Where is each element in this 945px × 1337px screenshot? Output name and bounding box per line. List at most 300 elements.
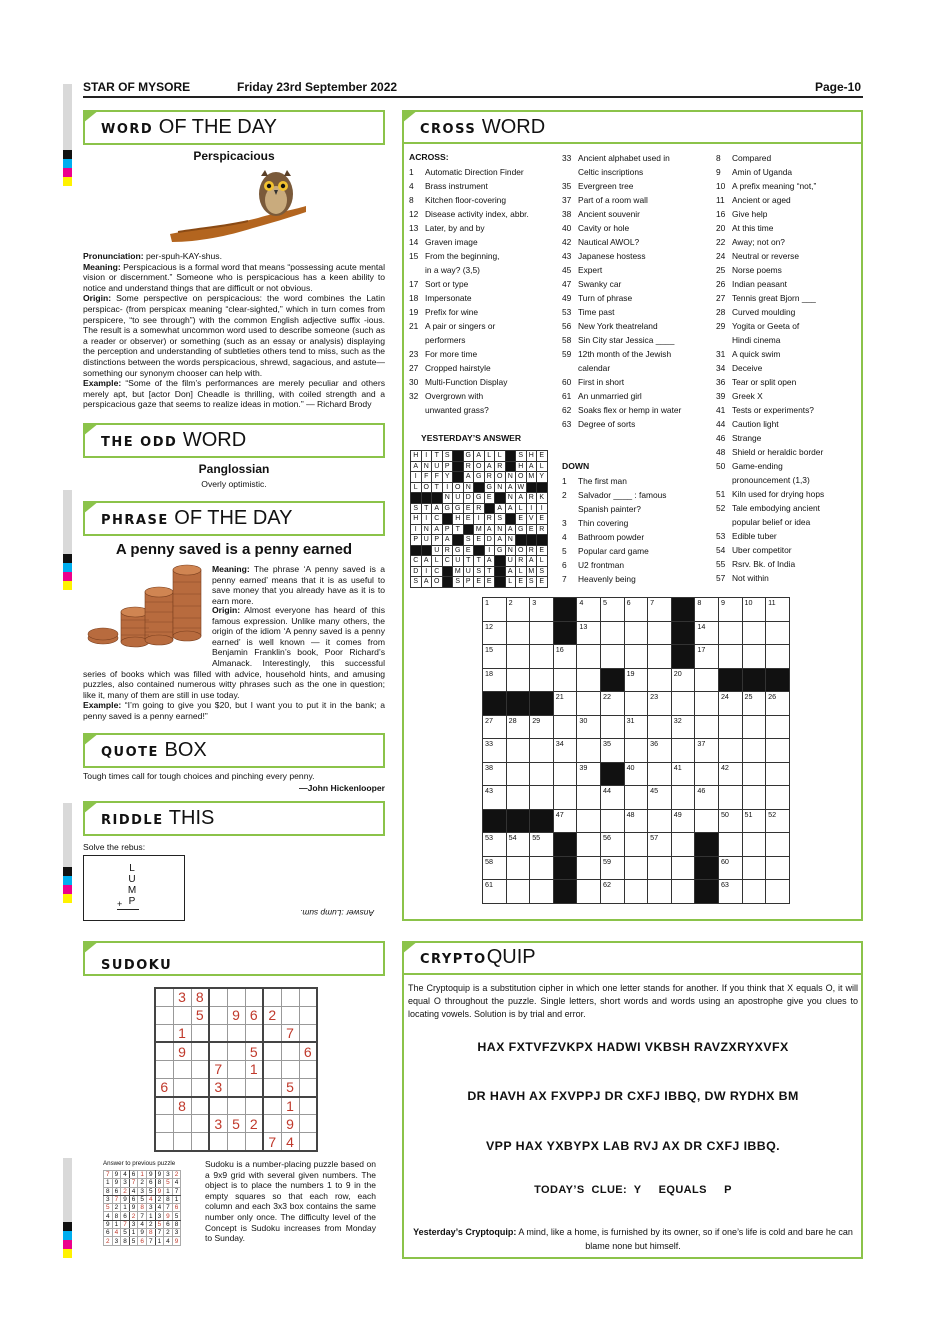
crossword-cell[interactable]: 17 (695, 645, 719, 669)
crossword-cell[interactable]: 55 (530, 833, 554, 857)
crossword-cell[interactable] (766, 856, 790, 880)
sudoku-cell[interactable] (191, 1097, 209, 1115)
sudoku-cell[interactable] (227, 1133, 245, 1151)
crossword-cell[interactable] (624, 786, 648, 810)
sudoku-cell[interactable] (281, 1060, 299, 1078)
crossword-cell[interactable] (648, 668, 672, 692)
sudoku-cell[interactable] (173, 1133, 191, 1151)
crossword-cell[interactable] (648, 645, 672, 669)
sudoku-cell[interactable] (245, 1024, 263, 1042)
sudoku-cell[interactable]: 9 (173, 1042, 191, 1060)
crossword-cell[interactable]: 13 (577, 621, 601, 645)
answer-cell: C (442, 556, 453, 567)
sudoku-cell[interactable]: 8 (191, 988, 209, 1006)
crossword-cell[interactable]: 8 (695, 598, 719, 622)
sudoku-cell[interactable] (191, 1078, 209, 1096)
sudoku-cell[interactable] (299, 1133, 317, 1151)
sudoku-cell[interactable] (155, 1115, 173, 1133)
answer-cell: K (537, 493, 548, 504)
sudoku-cell[interactable]: 7 (263, 1133, 281, 1151)
crossword-cell[interactable]: 48 (624, 809, 648, 833)
sudoku-cell[interactable] (209, 1006, 227, 1024)
clue-across-18: 18 Impersonate (409, 293, 472, 303)
sudoku-cell[interactable]: 3 (209, 1115, 227, 1133)
crossword-cell[interactable] (742, 621, 766, 645)
crossword-cell[interactable]: 59 (600, 856, 624, 880)
previous-sudoku-cell: 8 (112, 1212, 121, 1220)
sudoku-cell[interactable] (299, 1115, 317, 1133)
answer-black-square (453, 472, 464, 483)
crossword-cell[interactable]: 34 (553, 739, 577, 763)
crossword-cell[interactable]: 27 (483, 715, 507, 739)
crossword-cell[interactable]: 26 (766, 692, 790, 716)
crossword-cell[interactable] (600, 645, 624, 669)
crossword-cell[interactable] (624, 856, 648, 880)
crossword-cell[interactable] (553, 668, 577, 692)
crossword-cell[interactable] (530, 621, 554, 645)
clue-down-51: 51 Kiln used for drying hops (716, 489, 825, 499)
crossword-cell[interactable] (624, 621, 648, 645)
sudoku-cell[interactable]: 1 (173, 1024, 191, 1042)
sudoku-cell[interactable]: 5 (281, 1078, 299, 1096)
crossword-cell[interactable] (577, 880, 601, 904)
crossword-cell[interactable]: 24 (718, 692, 742, 716)
sudoku-cell[interactable] (263, 1097, 281, 1115)
crossword-cell[interactable]: 49 (671, 809, 695, 833)
clue-across-58: 58 Sin City star Jessica ____ (562, 335, 675, 345)
sudoku-cell[interactable] (263, 988, 281, 1006)
issue-date: Friday 23rd September 2022 (237, 80, 398, 94)
answer-black-square (495, 577, 506, 588)
sudoku-cell[interactable] (263, 1042, 281, 1060)
answer-cell: A (526, 461, 537, 472)
sudoku-cell[interactable]: 3 (209, 1078, 227, 1096)
crossword-cell[interactable] (671, 692, 695, 716)
clue-down-4: 4 Bathroom powder (562, 532, 645, 542)
crossword-cell[interactable] (742, 715, 766, 739)
crossword-cell[interactable]: 12 (483, 621, 507, 645)
crossword-cell[interactable]: 57 (648, 833, 672, 857)
sudoku-cell[interactable]: 6 (155, 1078, 173, 1096)
crossword-cell[interactable]: 51 (742, 809, 766, 833)
owl-image (168, 166, 308, 246)
sudoku-cell[interactable]: 6 (299, 1042, 317, 1060)
crossword-cell[interactable] (506, 621, 530, 645)
sudoku-cell[interactable] (173, 1078, 191, 1096)
crossword-cell[interactable] (553, 762, 577, 786)
crossword-cell[interactable] (671, 739, 695, 763)
crossword-cell[interactable] (718, 739, 742, 763)
previous-sudoku-cell: 7 (129, 1179, 138, 1187)
sudoku-cell[interactable] (155, 988, 173, 1006)
crossword-cell[interactable]: 52 (766, 809, 790, 833)
sudoku-cell[interactable]: 2 (245, 1115, 263, 1133)
crossword-cell[interactable] (648, 856, 672, 880)
sudoku-cell[interactable] (209, 1042, 227, 1060)
crossword-cell[interactable]: 60 (718, 856, 742, 880)
clue-down-1: 1 The first man (562, 476, 627, 486)
crossword-cell[interactable]: 9 (718, 598, 742, 622)
crossword-cell[interactable] (648, 715, 672, 739)
crossword-cell[interactable]: 25 (742, 692, 766, 716)
crossword-cell[interactable]: 35 (600, 739, 624, 763)
crossword-cell[interactable]: 45 (648, 786, 672, 810)
sudoku-cell[interactable]: 5 (227, 1115, 245, 1133)
sudoku-cell[interactable] (155, 1060, 173, 1078)
crossword-cell[interactable] (577, 833, 601, 857)
crossword-cell[interactable]: 15 (483, 645, 507, 669)
crossword-cell[interactable] (742, 786, 766, 810)
crossword-cell[interactable] (671, 880, 695, 904)
sudoku-cell[interactable] (155, 1042, 173, 1060)
answer-cell: R (442, 545, 453, 556)
crossword-cell[interactable] (600, 715, 624, 739)
reg-magenta (63, 885, 72, 894)
answer-cell: R (526, 545, 537, 556)
crossword-cell[interactable]: 4 (577, 598, 601, 622)
sudoku-cell[interactable] (299, 1060, 317, 1078)
answer-cell: A (484, 556, 495, 567)
crossword-cell[interactable]: 6 (624, 598, 648, 622)
crossword-cell[interactable]: 38 (483, 762, 507, 786)
crossword-cell[interactable]: 16 (553, 645, 577, 669)
crossword-cell[interactable]: 14 (695, 621, 719, 645)
crossword-cell[interactable] (577, 856, 601, 880)
previous-sudoku-cell: 7 (121, 1220, 130, 1228)
crossword-cell[interactable] (553, 715, 577, 739)
crossword-cell[interactable]: 18 (483, 668, 507, 692)
odd-word-title: THE ODD WORD (101, 429, 247, 451)
sudoku-cell[interactable] (155, 1024, 173, 1042)
sudoku-cell[interactable] (209, 1133, 227, 1151)
answer-cell: A (411, 461, 422, 472)
sudoku-cell[interactable] (263, 1078, 281, 1096)
answer-cell: N (505, 535, 516, 546)
odd-word: Panglossian (198, 462, 270, 476)
clue-across-62: 62 Soaks flex or hemp in water (562, 405, 682, 415)
sudoku-cell[interactable] (281, 1042, 299, 1060)
crossword-cell[interactable] (766, 645, 790, 669)
sudoku-cell[interactable] (209, 1097, 227, 1115)
crossword-cell[interactable]: 39 (577, 762, 601, 786)
sudoku-grid[interactable] (154, 987, 318, 1152)
crossword-cell[interactable] (624, 645, 648, 669)
crossword-cell[interactable] (742, 645, 766, 669)
crossword-cell[interactable]: 29 (530, 715, 554, 739)
clue-across-23: 23 For more time (409, 349, 478, 359)
crossword-cell[interactable] (742, 739, 766, 763)
crossword-cell[interactable] (506, 645, 530, 669)
previous-sudoku-cell: 1 (164, 1187, 173, 1195)
crossword-cell[interactable] (742, 762, 766, 786)
crossword-cell[interactable]: 33 (483, 739, 507, 763)
crossword-cell[interactable]: 32 (671, 715, 695, 739)
crossword-cell[interactable]: 3 (530, 598, 554, 622)
crossword-cell[interactable] (648, 880, 672, 904)
sudoku-cell[interactable]: 7 (281, 1024, 299, 1042)
sudoku-cell[interactable] (155, 1006, 173, 1024)
crossword-cell[interactable]: 61 (483, 880, 507, 904)
sudoku-cell[interactable] (173, 1006, 191, 1024)
crossword-cell[interactable]: 23 (648, 692, 672, 716)
sudoku-cell[interactable] (191, 1060, 209, 1078)
sudoku-cell[interactable] (263, 1024, 281, 1042)
crossword-cell[interactable]: 47 (553, 809, 577, 833)
sudoku-cell[interactable]: 3 (173, 988, 191, 1006)
answer-black-square (442, 514, 453, 525)
crossword-cell[interactable] (506, 786, 530, 810)
crossword-cell[interactable]: 63 (718, 880, 742, 904)
crossword-cell[interactable] (600, 809, 624, 833)
word-of-day-word: Perspicacious (193, 149, 275, 163)
crossword-cell[interactable]: 56 (600, 833, 624, 857)
previous-sudoku-cell: 4 (129, 1187, 138, 1195)
clue-down-2-cont: Spanish painter? (578, 504, 641, 514)
sudoku-cell[interactable]: 1 (281, 1097, 299, 1115)
previous-sudoku-cell: 5 (172, 1212, 181, 1220)
answer-cell: S (411, 503, 422, 514)
previous-sudoku-cell: 9 (129, 1204, 138, 1212)
sudoku-cell[interactable]: 8 (173, 1097, 191, 1115)
answer-cell: I (411, 472, 422, 483)
crossword-cell[interactable] (577, 809, 601, 833)
crossword-cell[interactable] (766, 715, 790, 739)
crossword-cell[interactable] (718, 786, 742, 810)
clue-down-16: 16 Give help (716, 209, 768, 219)
sudoku-cell[interactable] (209, 988, 227, 1006)
crossword-cell[interactable]: 42 (718, 762, 742, 786)
phrase-meaning: Meaning: The phrase ‘A penny saved is a penny earned’ means that it is as useful to save money that you already have as it is to earn more. (212, 564, 385, 606)
sudoku-cell[interactable] (209, 1024, 227, 1042)
crossword-cell[interactable]: 54 (506, 833, 530, 857)
answer-cell: L (516, 566, 527, 577)
crossword-cell[interactable] (718, 621, 742, 645)
crossword-cell[interactable] (695, 668, 719, 692)
rebus-plus: + (117, 899, 123, 909)
crossword-cell[interactable] (577, 739, 601, 763)
sudoku-cell[interactable] (245, 1133, 263, 1151)
answer-cell: N (442, 493, 453, 504)
yesterday-answer-label: YESTERDAY’S ANSWER (421, 433, 522, 443)
crossword-cell[interactable] (506, 668, 530, 692)
crossword-cell[interactable] (506, 762, 530, 786)
answer-cell: O (516, 472, 527, 483)
crossword-cell[interactable] (718, 645, 742, 669)
sudoku-cell[interactable] (191, 1133, 209, 1151)
sudoku-cell[interactable] (245, 1078, 263, 1096)
sudoku-cell[interactable] (245, 1097, 263, 1115)
previous-sudoku-cell: 4 (172, 1179, 181, 1187)
sudoku-cell[interactable] (299, 988, 317, 1006)
answer-cell: A (421, 577, 432, 588)
sudoku-cell[interactable] (299, 1024, 317, 1042)
odd-word-header (83, 423, 385, 458)
crossword-cell[interactable] (718, 715, 742, 739)
sudoku-cell[interactable] (227, 1078, 245, 1096)
crossword-cell[interactable] (530, 739, 554, 763)
answer-black-square (453, 451, 464, 462)
crossword-cell[interactable] (671, 786, 695, 810)
answer-cell: C (432, 514, 443, 525)
crossword-cell[interactable] (695, 762, 719, 786)
cipher-line-3: VPP HAX YXBYPX LAB RVJ AX DR CXFJ IBBQ. (485, 1139, 780, 1153)
crossword-cell[interactable] (766, 762, 790, 786)
sudoku-cell[interactable] (227, 1060, 245, 1078)
crossword-cell[interactable]: 36 (648, 739, 672, 763)
sudoku-cell[interactable] (299, 1006, 317, 1024)
crossword-cell[interactable]: 11 (766, 598, 790, 622)
sudoku-cell[interactable] (281, 988, 299, 1006)
sudoku-cell[interactable] (173, 1115, 191, 1133)
crossword-cell[interactable]: 40 (624, 762, 648, 786)
sudoku-cell[interactable] (173, 1060, 191, 1078)
answer-cell: E (474, 577, 485, 588)
crossword-cell[interactable] (624, 833, 648, 857)
crossword-cell[interactable] (577, 786, 601, 810)
answer-cell: E (537, 545, 548, 556)
crossword-cell[interactable] (695, 692, 719, 716)
sudoku-cell[interactable] (155, 1133, 173, 1151)
crossword-grid[interactable] (482, 597, 790, 904)
sudoku-cell[interactable] (281, 1006, 299, 1024)
crossword-cell[interactable] (742, 856, 766, 880)
quote-text: Tough times call for tough choices and pinching every penny. (83, 771, 315, 781)
crossword-cell[interactable] (506, 880, 530, 904)
crossword-cell[interactable]: 41 (671, 762, 695, 786)
crossword-cell[interactable] (742, 880, 766, 904)
crossword-cell[interactable] (506, 856, 530, 880)
crossword-cell[interactable]: 28 (506, 715, 530, 739)
crossword-cell[interactable] (530, 786, 554, 810)
sudoku-cell[interactable] (227, 1024, 245, 1042)
crossword-cell[interactable]: 53 (483, 833, 507, 857)
previous-sudoku-cell: 3 (155, 1212, 164, 1220)
crossword-cell[interactable]: 50 (718, 809, 742, 833)
crossword-cell[interactable] (766, 880, 790, 904)
crossword-cell[interactable] (530, 668, 554, 692)
sudoku-cell[interactable]: 9 (227, 1006, 245, 1024)
sudoku-cell[interactable] (299, 1097, 317, 1115)
crossword-cell[interactable]: 43 (483, 786, 507, 810)
crossword-cell[interactable]: 5 (600, 598, 624, 622)
crossword-cell[interactable]: 58 (483, 856, 507, 880)
sudoku-cell[interactable] (191, 1042, 209, 1060)
crossword-cell[interactable] (624, 880, 648, 904)
crossword-cell[interactable] (553, 786, 577, 810)
sudoku-cell[interactable] (299, 1078, 317, 1096)
sudoku-cell[interactable] (263, 1115, 281, 1133)
crossword-cell[interactable]: 20 (671, 668, 695, 692)
previous-sudoku-cell: 8 (138, 1204, 147, 1212)
crossword-cell[interactable] (742, 833, 766, 857)
crossword-cell[interactable] (624, 692, 648, 716)
answer-cell: U (432, 545, 443, 556)
previous-sudoku-cell: 1 (138, 1171, 147, 1179)
answer-cell: T (432, 482, 443, 493)
sudoku-cell[interactable] (227, 1097, 245, 1115)
crossword-cell[interactable]: 2 (506, 598, 530, 622)
crossword-cell[interactable] (766, 786, 790, 810)
crossword-cell[interactable] (648, 762, 672, 786)
clue-down-52: 52 Tale embodying ancient (716, 503, 820, 513)
crossword-cell[interactable] (577, 668, 601, 692)
crossword-cell[interactable]: 7 (648, 598, 672, 622)
sudoku-cell[interactable] (227, 1042, 245, 1060)
crossword-cell[interactable] (766, 621, 790, 645)
crossword-cell[interactable]: 22 (600, 692, 624, 716)
crossword-cell[interactable] (648, 621, 672, 645)
sudoku-cell[interactable] (155, 1097, 173, 1115)
crossword-cell[interactable] (530, 880, 554, 904)
crossword-cell[interactable] (577, 692, 601, 716)
answer-cell: A (484, 461, 495, 472)
crossword-cell[interactable] (577, 645, 601, 669)
crossword-cell[interactable] (718, 833, 742, 857)
crossword-cell[interactable] (671, 856, 695, 880)
clue-across-8: 8 Kitchen floor-covering (409, 195, 506, 205)
crossword-cell[interactable] (530, 645, 554, 669)
crossword-cell[interactable]: 46 (695, 786, 719, 810)
crossword-cell[interactable]: 44 (600, 786, 624, 810)
crossword-cell[interactable]: 10 (742, 598, 766, 622)
crossword-cell[interactable] (648, 809, 672, 833)
sudoku-cell[interactable]: 1 (245, 1060, 263, 1078)
crossword-cell[interactable]: 19 (624, 668, 648, 692)
crossword-cell[interactable] (671, 833, 695, 857)
crossword-cell[interactable] (766, 833, 790, 857)
crossword-cell[interactable]: 31 (624, 715, 648, 739)
crossword-cell[interactable]: 1 (483, 598, 507, 622)
phrase-text: A penny saved is a penny earned (115, 541, 353, 558)
answer-cell: N (495, 524, 506, 535)
crossword-cell[interactable] (506, 739, 530, 763)
sudoku-cell[interactable]: 9 (281, 1115, 299, 1133)
clue-across-17: 17 Sort or type (409, 279, 469, 289)
sudoku-cell[interactable] (191, 1024, 209, 1042)
sudoku-cell[interactable]: 4 (281, 1133, 299, 1151)
sudoku-cell[interactable]: 5 (245, 1042, 263, 1060)
previous-sudoku-cell: 2 (121, 1187, 130, 1195)
sudoku-cell[interactable] (263, 1060, 281, 1078)
crossword-cell[interactable] (530, 856, 554, 880)
answer-black-square (495, 556, 506, 567)
sudoku-cell[interactable] (191, 1115, 209, 1133)
crossword-cell[interactable]: 21 (553, 692, 577, 716)
crossword-cell[interactable]: 62 (600, 880, 624, 904)
sudoku-cell[interactable] (227, 988, 245, 1006)
crossword-cell[interactable] (695, 715, 719, 739)
crossword-cell[interactable] (766, 739, 790, 763)
sudoku-cell[interactable] (245, 988, 263, 1006)
sudoku-cell[interactable]: 5 (191, 1006, 209, 1024)
crossword-cell[interactable]: 30 (577, 715, 601, 739)
crossword-cell[interactable] (600, 621, 624, 645)
answer-cell: T (421, 503, 432, 514)
sudoku-cell[interactable]: 7 (209, 1060, 227, 1078)
pronunciation: Pronunciation: per-spuh-KAY-shus. (83, 251, 222, 261)
crossword-cell[interactable] (624, 739, 648, 763)
answer-cell: O (432, 577, 443, 588)
sudoku-cell[interactable]: 6 (245, 1006, 263, 1024)
crossword-cell[interactable] (530, 762, 554, 786)
previous-sudoku-cell: 2 (129, 1212, 138, 1220)
crossword-title: CROSS WORD (420, 116, 546, 138)
crossword-cell[interactable]: 37 (695, 739, 719, 763)
crossword-cell[interactable] (695, 809, 719, 833)
answer-cell: O (516, 545, 527, 556)
black-square (506, 809, 530, 833)
sudoku-cell[interactable]: 2 (263, 1006, 281, 1024)
